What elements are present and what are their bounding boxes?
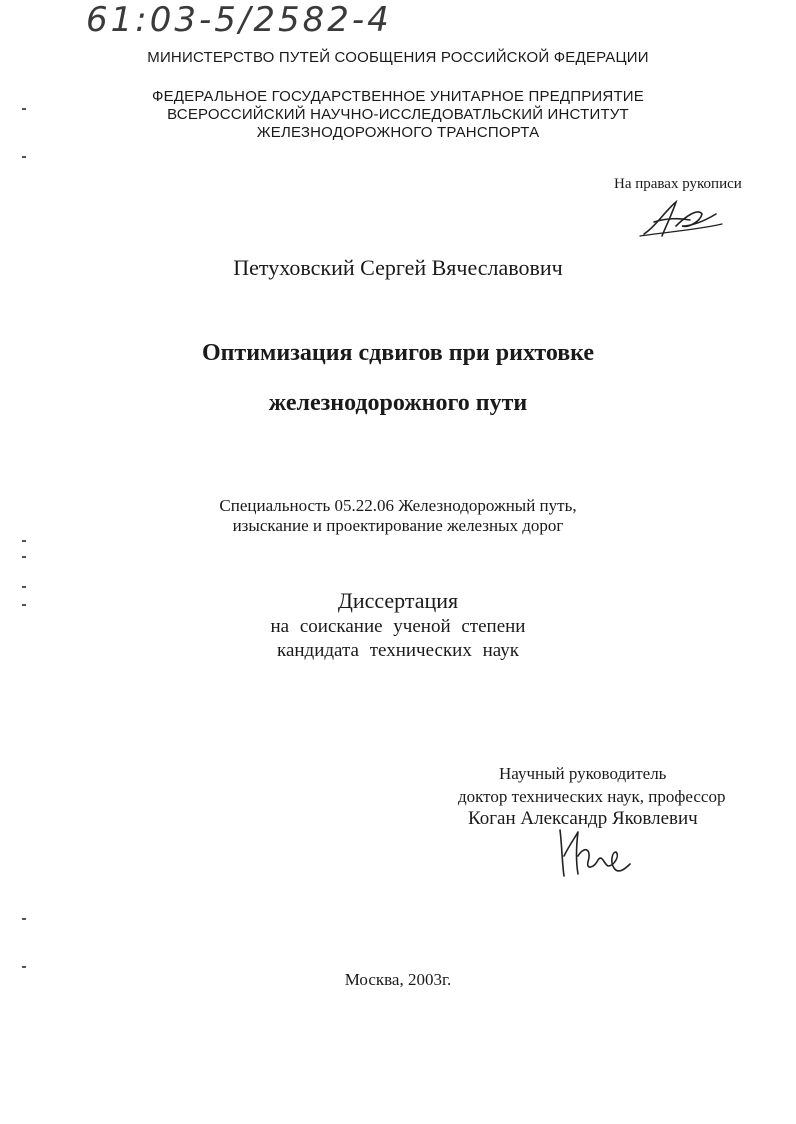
scan-mark (22, 556, 26, 558)
handwritten-catalog-number: 61:03-5/2582-4 (86, 0, 392, 40)
supervisor-role: Научный руководитель (499, 764, 667, 783)
organization-line-1: ФЕДЕРАЛЬНОЕ ГОСУДАРСТВЕННОЕ УНИТАРНОЕ ПРЕДПРИЯТИЕ (151, 88, 644, 105)
degree-line-2: кандидата технических наук (277, 640, 519, 661)
author-signature (636, 196, 726, 242)
scan-mark (22, 156, 26, 158)
degree-line-1: на соискание ученой степени (270, 616, 526, 637)
organization-line-2: ВСЕРОССИЙСКИЙ НАУЧНО-ИССЛЕДОВАТЛЬСКИЙ ИНСТИТУТ (167, 106, 629, 123)
scan-mark (22, 540, 26, 542)
place-and-year: Москва, 2003г. (344, 970, 452, 989)
manuscript-rights-label: На правах рукописи (614, 176, 742, 192)
specialty-line-1: Специальность 05.22.06 Железнодорожный путь, (219, 496, 577, 515)
scan-mark (22, 108, 26, 110)
organization-line-3: ЖЕЛЕЗНОДОРОЖНОГО ТРАНСПОРТА (256, 124, 540, 141)
ministry-heading: МИНИСТЕРСТВО ПУТЕЙ СООБЩЕНИЯ РОССИЙСКОЙ ФЕДЕРАЦИИ (147, 49, 649, 66)
dissertation-title-line-2: железнодорожного пути (268, 390, 528, 416)
supervisor-signature (548, 826, 638, 882)
scan-mark (22, 586, 26, 588)
supervisor-degree: доктор технических наук, профессор (458, 787, 726, 806)
scan-mark (22, 604, 26, 606)
scan-mark (22, 918, 26, 920)
author-name: Петуховский Сергей Вячеславович (233, 255, 563, 280)
dissertation-label: Диссертация (337, 588, 459, 613)
scan-mark (22, 966, 26, 968)
supervisor-name: Коган Александр Яковлевич (468, 808, 698, 829)
dissertation-title-line-1: Оптимизация сдвигов при рихтовке (201, 340, 595, 366)
specialty-line-2: изыскание и проектирование железных дорог (232, 516, 564, 535)
